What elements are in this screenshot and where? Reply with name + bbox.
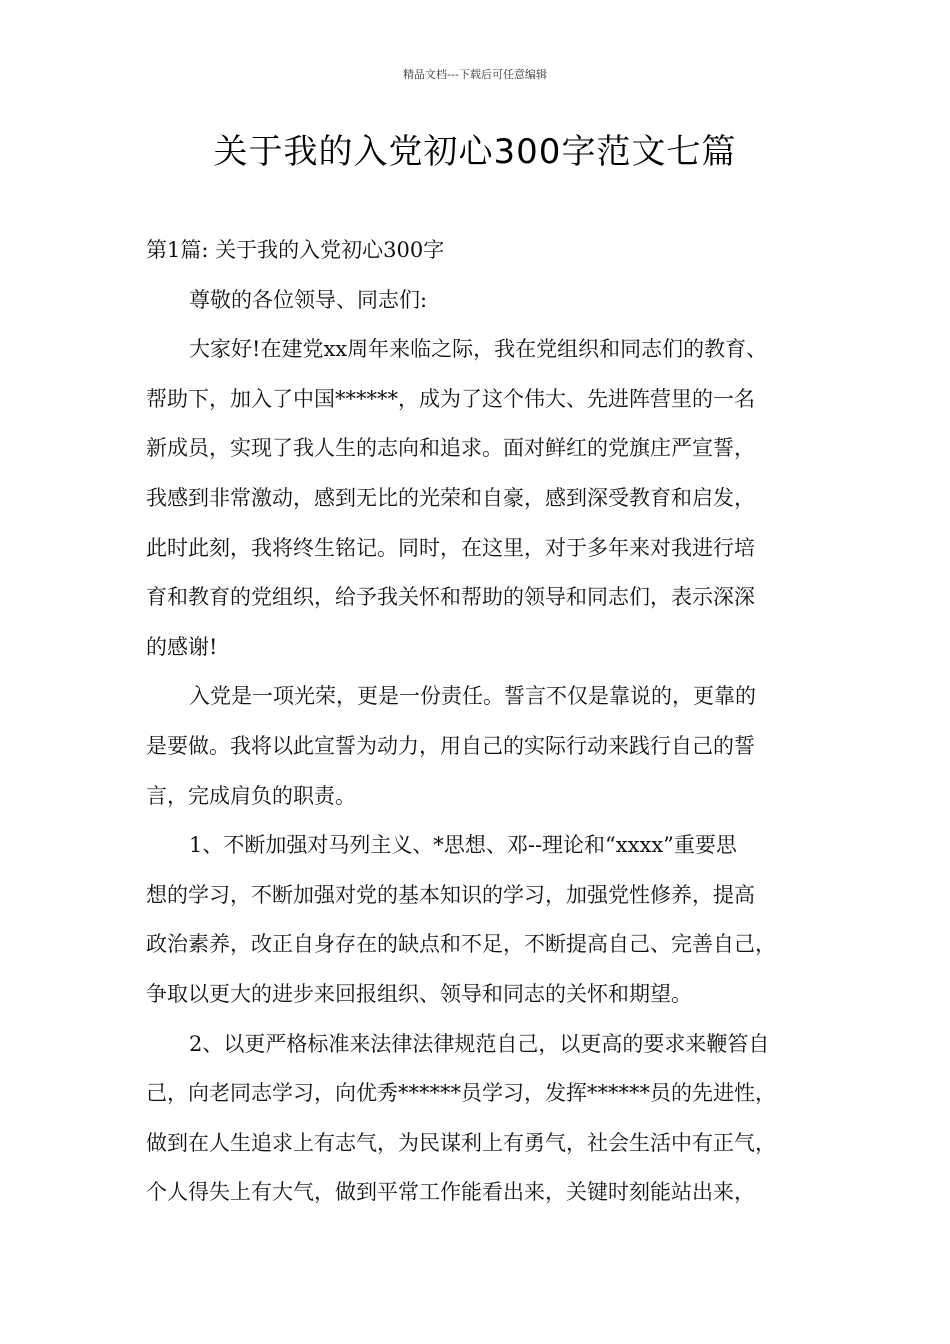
paragraph-line: 己，向老同志学习，向优秀******员学习，发挥******员的先进性， xyxy=(146,1081,776,1106)
paragraph-line: 的感谢! xyxy=(146,634,218,659)
paragraph-line: 帮助下，加入了中国******，成为了这个伟大、先进阵营里的一名 xyxy=(146,386,755,411)
paragraph-line: 言，完成肩负的职责。 xyxy=(146,783,356,808)
paragraph-line: 1、不断加强对马列主义、*思想、邓--理论和“xxxx”重要思 xyxy=(189,833,737,858)
paragraph-line: 我感到非常激动，感到无比的光荣和自豪，感到深受教育和启发， xyxy=(146,485,755,510)
paragraph-line: 2、以更严格标准来法律法律规范自己，以更高的要求来鞭笞自 xyxy=(189,1031,770,1056)
paragraph-line: 是要做。我将以此宣誓为动力，用自己的实际行动来践行自己的誓 xyxy=(146,733,755,758)
paragraph-line: 争取以更大的进步来回报组织、领导和同志的关怀和期望。 xyxy=(146,981,692,1006)
paragraph-line: 育和教育的党组织，给予我关怀和帮助的领导和同志们，表示深深 xyxy=(146,585,755,610)
paragraph-line: 尊敬的各位领导、同志们: xyxy=(189,287,428,312)
paragraph-line: 此时此刻，我将终生铭记。同时，在这里，对于多年来对我进行培 xyxy=(146,535,755,560)
document-body xyxy=(146,232,826,1212)
paragraph-line: 想的学习，不断加强对党的基本知识的学习，加强党性修养，提高 xyxy=(146,882,755,907)
section-heading: 第1篇: 关于我的入党初心300字 xyxy=(146,238,445,262)
paragraph-line: 政治素养，改正自身存在的缺点和不足，不断提高自己、完善自己， xyxy=(146,932,776,957)
paragraph-line: 做到在人生追求上有志气，为民谋利上有勇气，社会生活中有正气， xyxy=(146,1130,776,1155)
paragraph-line: 新成员，实现了我人生的志向和追求。面对鲜红的党旗庄严宣誓， xyxy=(146,436,755,461)
header-note: 精品文档---下载后可任意编辑 xyxy=(403,68,547,81)
paragraph-line: 入党是一项光荣，更是一份责任。誓言不仅是靠说的，更靠的 xyxy=(189,684,756,709)
paragraph-line: 个人得失上有大气，做到平常工作能看出来，关键时刻能站出来， xyxy=(146,1180,755,1205)
paragraph-line: 大家好!在建党xx周年来临之际，我在党组织和同志们的教育、 xyxy=(189,337,768,362)
page-title: 关于我的入党初心300字范文七篇 xyxy=(213,132,737,172)
